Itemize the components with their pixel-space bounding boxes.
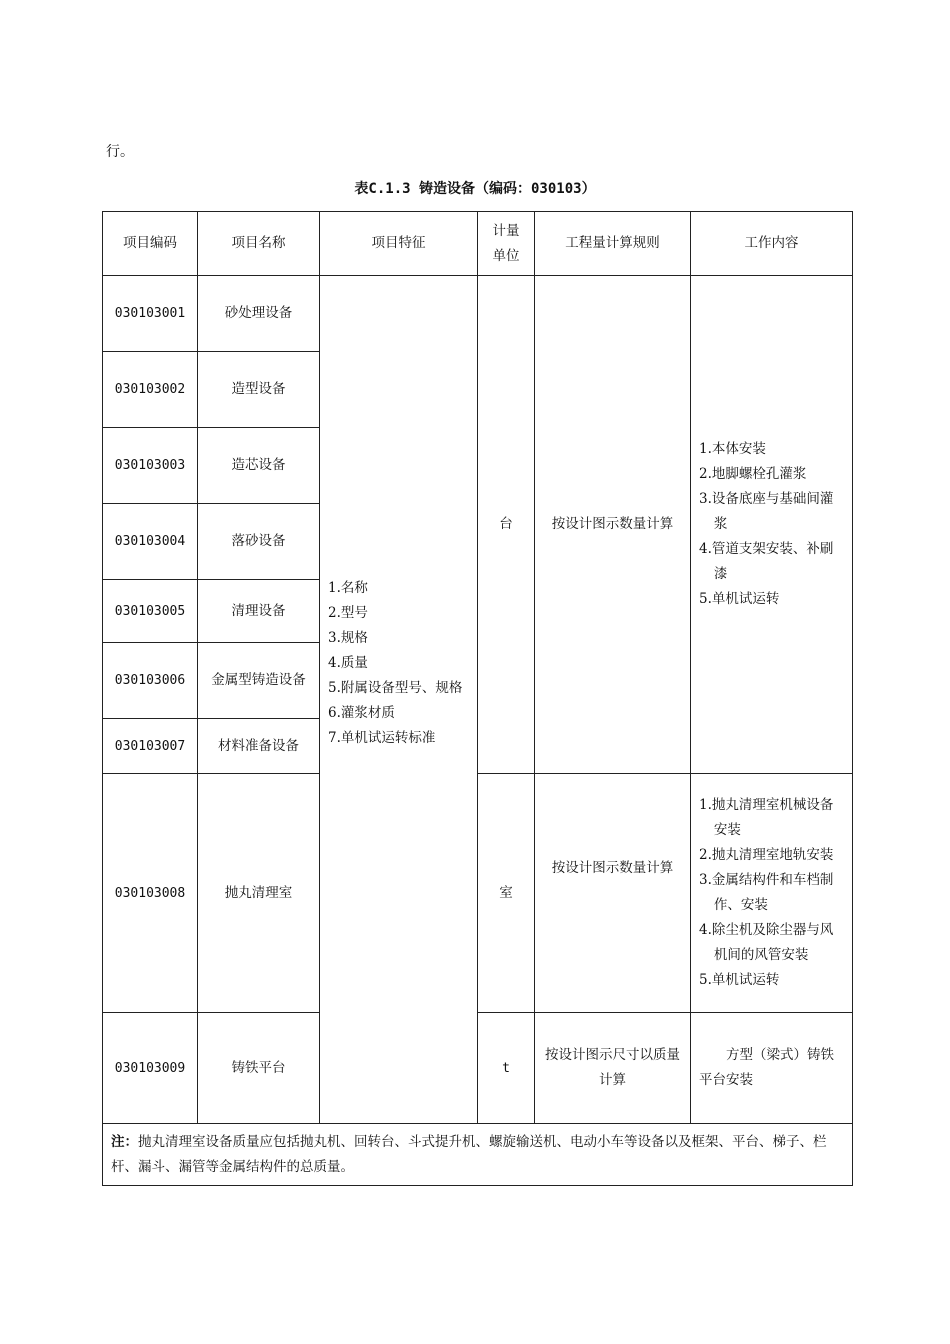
item-name: 金属型铸造设备 <box>198 643 320 719</box>
item-code: 030103003 <box>103 428 198 504</box>
feature-item: 4.质量 <box>328 655 368 671</box>
unit-cell: 台 <box>478 276 535 774</box>
work-item: 3.金属结构件和车档制作、安装 <box>699 872 834 913</box>
work-item: 5.单机试运转 <box>699 591 780 607</box>
note-label: 注： <box>111 1133 138 1150</box>
item-name: 清理设备 <box>198 580 320 643</box>
feature-item: 5.附属设备型号、规格 <box>328 680 463 696</box>
work-cell <box>691 276 853 774</box>
header-row <box>103 212 853 276</box>
work-item: 1.抛丸清理室机械设备安装 <box>699 797 834 838</box>
item-name: 砂处理设备 <box>198 276 320 352</box>
item-name: 落砂设备 <box>198 504 320 580</box>
item-name: 造型设备 <box>198 352 320 428</box>
item-code: 030103006 <box>103 643 198 719</box>
work-item: 1.本体安装 <box>699 441 766 457</box>
item-code: 030103001 <box>103 276 198 352</box>
work-cell <box>691 774 853 1013</box>
feature-item: 3.规格 <box>328 630 368 646</box>
header-work: 工作内容 <box>691 212 853 276</box>
feature-item: 7.单机试运转标准 <box>328 730 436 746</box>
item-name: 材料准备设备 <box>198 719 320 774</box>
header-code: 项目编码 <box>103 212 198 276</box>
rule-cell: 按设计图示尺寸以质量计算 <box>535 1013 691 1124</box>
unit-cell: 室 <box>478 774 535 1013</box>
item-code: 030103002 <box>103 352 198 428</box>
item-code: 030103008 <box>103 774 198 1013</box>
work-item: 2.抛丸清理室地轨安装 <box>699 847 834 863</box>
rule-cell: 按设计图示数量计算 <box>535 276 691 774</box>
work-cell: 方型（梁式）铸铁平台安装 <box>691 1013 853 1124</box>
table-caption: 表C.1.3 铸造设备（编码：030103） <box>354 181 596 197</box>
casting-equipment-table <box>102 211 853 1186</box>
note-row <box>103 1124 853 1186</box>
header-feature: 项目特征 <box>320 212 478 276</box>
item-name: 铸铁平台 <box>198 1013 320 1124</box>
item-code: 030103004 <box>103 504 198 580</box>
feature-cell <box>320 276 478 1124</box>
header-unit: 计量单位 <box>478 212 535 276</box>
work-list <box>699 437 844 612</box>
feature-item: 2.型号 <box>328 605 368 621</box>
table-row <box>103 276 853 352</box>
work-item: 4.管道支架安装、补刷漆 <box>699 541 834 582</box>
feature-list <box>328 576 469 751</box>
work-list <box>699 793 844 993</box>
item-name: 造芯设备 <box>198 428 320 504</box>
note-text: 抛丸清理室设备质量应包括抛丸机、回转台、斗式提升机、螺旋输送机、电动小车等设备以及框架、平台、梯子、栏杆、漏斗、漏管等金属结构件的总质量。 <box>111 1133 827 1175</box>
table-row <box>103 1013 853 1124</box>
item-code: 030103009 <box>103 1013 198 1124</box>
note-cell <box>103 1124 853 1186</box>
item-code: 030103005 <box>103 580 198 643</box>
work-item: 5.单机试运转 <box>699 972 780 988</box>
work-item: 3.设备底座与基础间灌浆 <box>699 491 834 532</box>
unit-cell: t <box>478 1013 535 1124</box>
header-name: 项目名称 <box>198 212 320 276</box>
feature-item: 6.灌浆材质 <box>328 705 395 721</box>
work-item: 4.除尘机及除尘器与风机间的风管安装 <box>699 922 834 963</box>
item-code: 030103007 <box>103 719 198 774</box>
lead-text: 行。 <box>106 144 134 160</box>
item-name: 抛丸清理室 <box>198 774 320 1013</box>
work-item: 2.地脚螺栓孔灌浆 <box>699 466 807 482</box>
table-row <box>103 774 853 1013</box>
feature-item: 1.名称 <box>328 580 368 596</box>
header-rule: 工程量计算规则 <box>535 212 691 276</box>
rule-cell: 按设计图示数量计算 <box>535 774 691 1013</box>
